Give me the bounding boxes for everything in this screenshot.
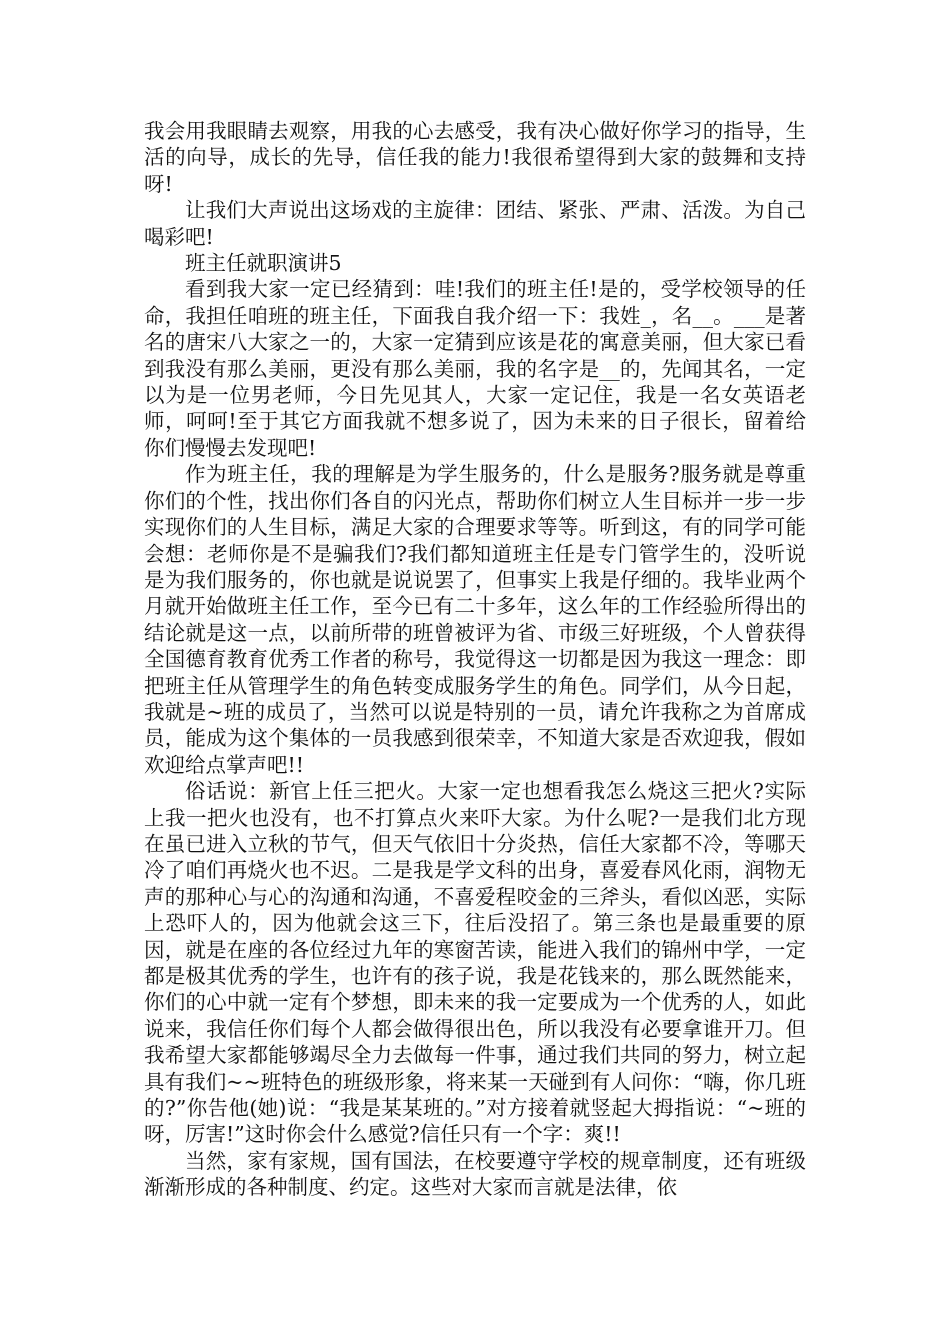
paragraph-rules: 当然，家有家规，国有国法，在校要遵守学校的规章制度，还有班级渐渐形成的各种制度、约定。这些对大家而言就是法律，依: [144, 1148, 806, 1200]
document-page: [144, 118, 806, 1201]
paragraph-three-fires: 俗话说：新官上任三把火。大家一定也想看我怎么烧这三把火?实际上我一把火也没有，也不打算点火来吓大家。为什么呢?一是我们北方现在虽已进入立秋的节气，但天气依旧十分炎热，信任大家都不冷，等哪天冷了咱们再烧火也不迟。二是我是学文科的出身，喜爱春风化雨，润物无声的那种心与心的沟通和沟通，不喜爱程咬金的三斧头，看似凶恶，实际上恐吓人的，因为他就会这三下，往后没招了。第三条也是最重要的原因，就是在座的各位经过九年的寒窗苦读，能进入我们的锦州中学，一定都是极其优秀的学生，也许有的孩子说，我是花钱来的，那么既然能来，你们的心中就一定有个梦想，即未来的我一定要成为一个优秀的人，如此说来，我信任你们每个人都会做得很出色，所以我没有必要拿谁开刀。但我希望大家都能够竭尽全力去做每一件事，通过我们共同的努力，树立起具有我们~~班特色的班级形象，将来某一天碰到有人问你：“嗨，你几班的?”你告他(她)说：“我是某某班的。”对方接着就竖起大拇指说：“~班的呀，厉害!”这时你会什么感觉?信任只有一个字：爽!!: [144, 779, 806, 1147]
section-heading: 班主任就职演讲5: [185, 251, 342, 276]
paragraph-closing-continuation: 我会用我眼睛去观察，用我的心去感受，我有决心做好你学习的指导，生活的向导，成长的先导，信任我的能力!我很希望得到大家的鼓舞和支持呀!: [144, 119, 806, 196]
paragraph-cheer: 让我们大声说出这场戏的主旋律：团结、紧张、严肃、活泼。为自己喝彩吧!: [144, 198, 806, 249]
paragraph-self-introduction: 看到我大家一定已经猜到：哇!我们的班主任!是的，受学校领导的任命，我担任咱班的班主任，下面我自我介绍一下：我姓_，名__。___是著名的唐宋八大家之一的，大家一定猜到应该是花的寓意美丽，但大家已看到我没有那么美丽，更没有那么美丽，我的名字是__的，先闻其名，一定以为是一位男老师，今日先见其人，大家一定记住，我是一名女英语老师，呵呵!至于其它方面我就不想多说了，因为未来的日子很长，留着给你们慢慢去发现吧!: [144, 277, 806, 460]
paragraph-service-philosophy: 作为班主任，我的理解是为学生服务的，什么是服务?服务就是尊重你们的个性，找出你们各自的闪光点，帮助你们树立人生目标并一步一步实现你们的人生目标，满足大家的合理要求等等。听到这，有的同学可能会想：老师你是不是骗我们?我们都知道班主任是专门管学生的，没听说是为我们服务的，你也就是说说罢了，但事实上我是仔细的。我毕业两个月就开始做班主任工作，至今已有二十多年，这么年的工作经验所得出的结论就是这一点，以前所带的班曾被评为省、市级三好班级，个人曾获得全国德育教育优秀工作者的称号，我觉得这一切都是因为我这一理念：即把班主任从管理学生的角色转变成服务学生的角色。同学们，从今日起，我就是~班的成员了，当然可以说是特别的一员，请允许我称之为首席成员，能成为这个集体的一员我感到很荣幸，不知道大家是否欢迎我，假如欢迎给点掌声吧!!: [144, 462, 806, 777]
